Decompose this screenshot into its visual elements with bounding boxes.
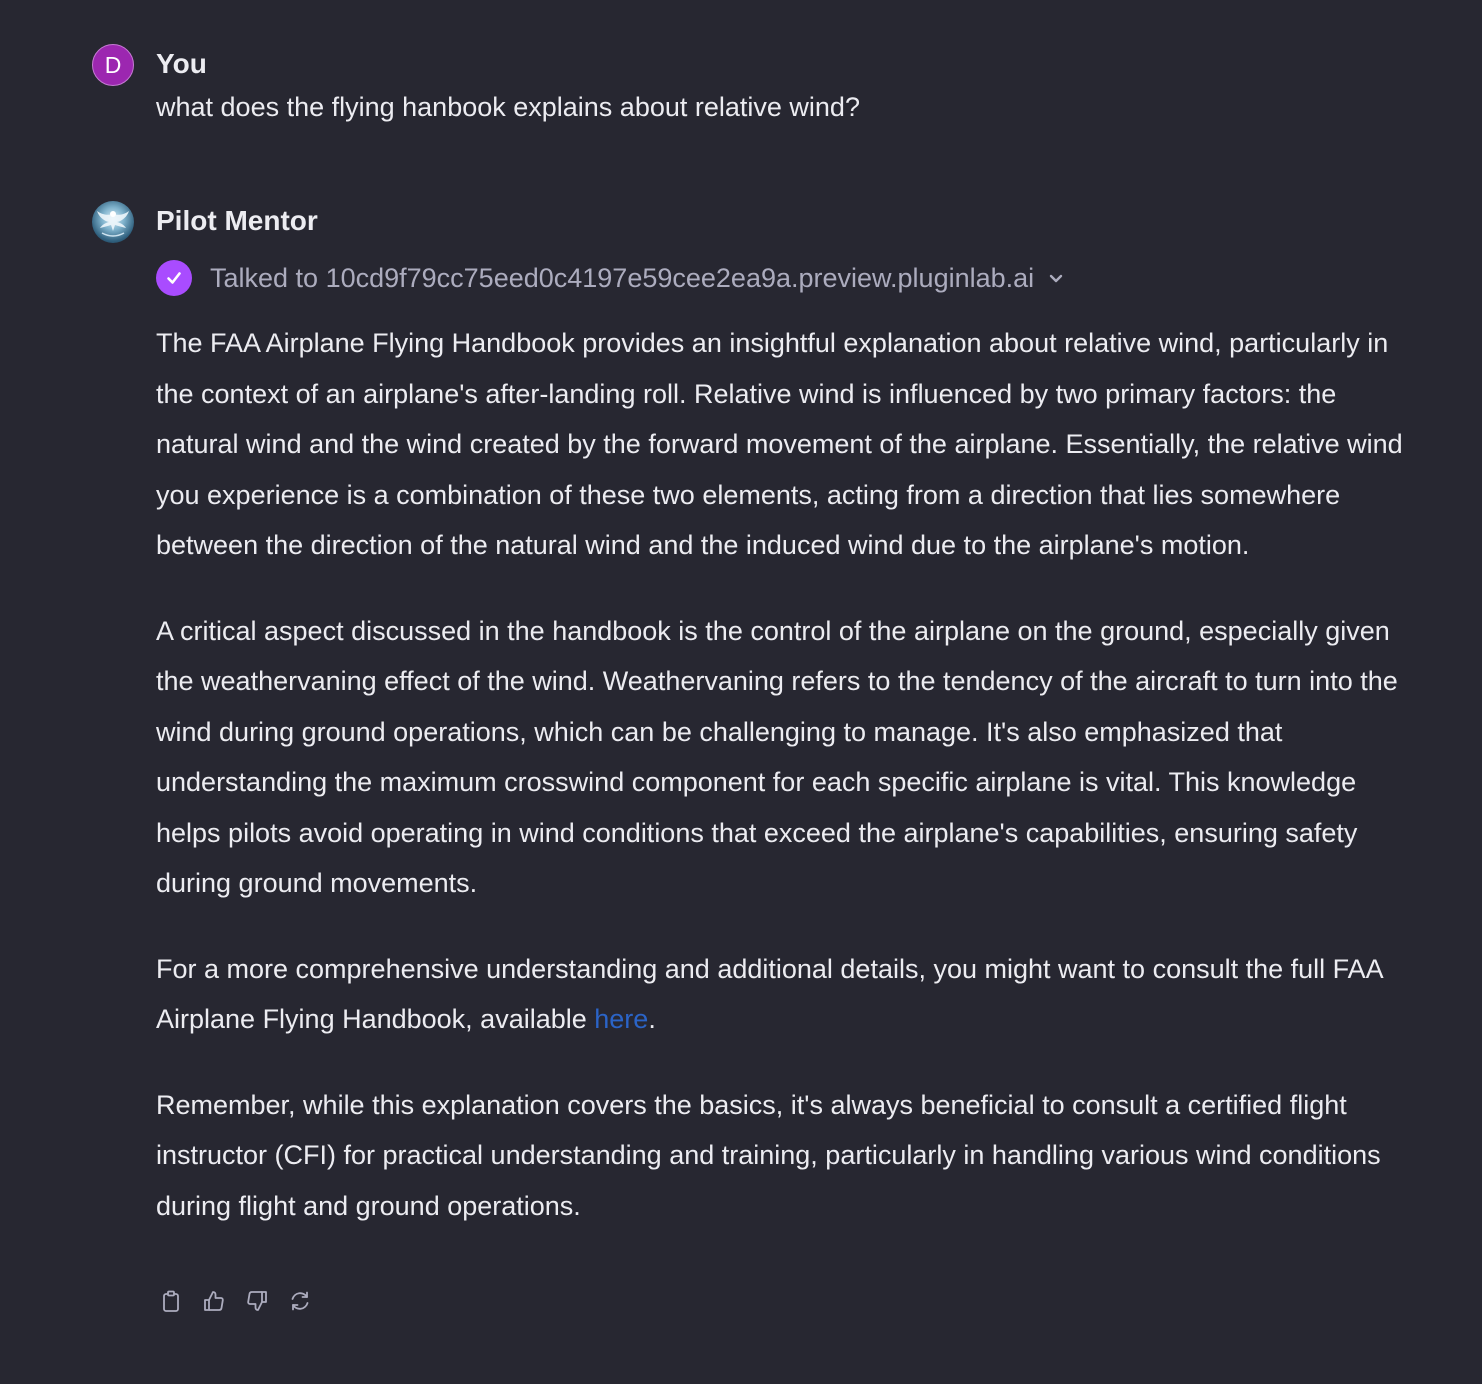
message-paragraph — [156, 944, 1406, 1045]
assistant-message — [156, 318, 1406, 1266]
plugin-status-text: Talked to 10cd9f79cc75eed0c4197e59cee2ea9a.preview.pluginlab.ai — [210, 262, 1035, 293]
user-avatar: D — [92, 44, 134, 86]
thumbs-up-button[interactable] — [199, 1286, 229, 1316]
paragraph-text: . — [648, 1004, 656, 1034]
thumbs-up-icon — [202, 1289, 226, 1313]
message-paragraph: The FAA Airplane Flying Handbook provides an insightful explanation about relative wind, particularly in the context of an airplane's after-landing roll. Relative wind is influenced by two primary factors: the natural wind and the wind created by the forward movement of the airplane. Essentially, the relative wind you experience is a combination of these two elements, acting from a direction that lies somewhere between the direction of the natural wind and the induced wind due to the airplane's motion. — [156, 328, 1403, 560]
user-author-name: You — [156, 48, 207, 79]
check-icon — [156, 260, 192, 296]
message-paragraph: Remember, while this explanation covers the basics, it's always beneficial to consult a certified flight instructor (CFI) for practical understanding and training, particularly in handling various wind conditions during flight and ground operations. — [156, 1089, 1381, 1221]
message-actions — [156, 1286, 328, 1316]
eagle-logo-icon — [92, 201, 134, 243]
thumbs-down-button[interactable] — [242, 1286, 272, 1316]
plugin-status-toggle[interactable] — [156, 259, 1066, 297]
assistant-author-name: Pilot Mentor — [156, 205, 318, 236]
assistant-avatar — [92, 201, 134, 243]
copy-button[interactable] — [156, 1286, 186, 1316]
paragraph-text: For a more comprehensive understanding and additional details, you might want to consult the full FAA Airplane Flying Handbook, available — [156, 953, 1383, 1034]
user-message: what does the flying hanbook explains about relative wind? — [156, 92, 860, 122]
regenerate-icon — [288, 1289, 312, 1313]
handbook-link[interactable]: here — [594, 1004, 649, 1034]
message-paragraph: A critical aspect discussed in the handbook is the control of the airplane on the ground, especially given the weathervaning effect of the wind. Weathervaning refers to the tendency of the aircraft to turn into the wind during ground operations, which can be challenging to manage. It's also emphasized that understanding the maximum crosswind component for each specific airplane is vital. This knowledge helps pilots avoid operating in wind conditions that exceed the airplane's capabilities, ensuring safety during ground movements. — [156, 615, 1398, 898]
thumbs-down-icon — [245, 1289, 269, 1313]
chevron-down-icon[interactable] — [1046, 268, 1066, 288]
copy-icon — [159, 1289, 183, 1313]
regenerate-button[interactable] — [285, 1286, 315, 1316]
